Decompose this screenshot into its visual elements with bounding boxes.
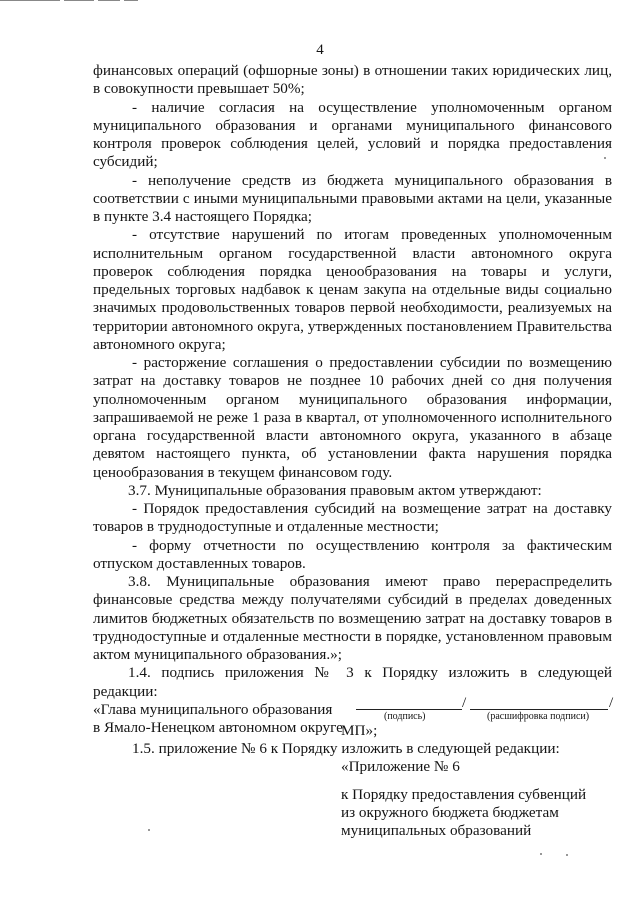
text-line: 1.4. подпись приложения № 3 к Порядку изложить в следующей: [128, 664, 612, 682]
text-line: отпуском доставленных товаров.: [93, 554, 306, 572]
signature-decoding-line: [470, 709, 608, 710]
appendix-title: «Приложение № 6: [341, 758, 460, 775]
text-line: товаров в труднодоступные и отдаленные местности;: [93, 518, 439, 536]
text-line: автономного округа;: [93, 335, 226, 353]
text-line: в совокупности превышает 50%;: [93, 80, 305, 98]
text-line: затрат на доставку товаров не позднее 10 рабочих дней со дня получения: [93, 372, 612, 390]
text-line: финансовых операций (офшорные зоны) в отношении таких юридических лиц,: [93, 62, 612, 79]
text-line: запрашиваемой не реже 1 раза в квартал, от уполномоченного исполнительного: [93, 408, 612, 426]
text-line: - неполучение средств из бюджета муниципального образования в: [132, 171, 612, 189]
text-line: «Глава муниципального образования: [93, 700, 333, 718]
text-line: - отсутствие нарушений по итогам проведенных уполномоченным: [132, 226, 612, 244]
text-line: редакции:: [93, 682, 158, 700]
signature-line: [356, 709, 462, 710]
item-1-5: 1.5. приложение № 6 к Порядку изложить в следующей редакции:: [132, 740, 560, 757]
text-line: труднодоступные и отдаленные местности в порядке, установленном правовым: [93, 627, 612, 645]
text-line: - Порядок предоставления субсидий на возмещение затрат на доставку: [132, 500, 612, 517]
text-line: - наличие согласия на осуществление уполномоченным органом: [132, 98, 612, 116]
signature-decoding-slash: /: [609, 694, 614, 711]
scan-speck: [540, 853, 542, 855]
text-line: в Ямало-Ненецком автономном округе: [93, 719, 343, 736]
signature-slash: /: [462, 694, 467, 711]
text-line: финансовые средства между получателями субсидий в пределах доведенных: [93, 591, 612, 609]
text-line: субсидий;: [93, 153, 158, 171]
page-number: 4: [316, 42, 324, 58]
text-line: муниципального образования и органами муниципального финансового: [93, 116, 612, 134]
text-line: значимых продовольственных товаров первой необходимости, реализуемых на: [93, 299, 612, 317]
text-line: проверок соблюдения порядка ценообразования на товары и услуги,: [93, 262, 612, 280]
scan-speck: [566, 854, 568, 856]
text-line: органа государственной власти автономного округа, указанного в абзаце: [93, 427, 612, 444]
scan-speck: [148, 829, 150, 831]
text-line: - расторжение соглашения о предоставлении субсидии по возмещению: [132, 354, 612, 371]
stamp-mark: МП»;: [341, 722, 378, 739]
appendix-line-3: муниципальных образований: [341, 822, 532, 839]
text-line: исполнительным органом государственной власти автономного округа: [93, 244, 612, 262]
text-line: территории автономного округа, утвержденных постановлением Правительства: [93, 317, 612, 335]
scan-speck: [604, 157, 606, 159]
text-line: контроля проверок соблюдения целей, условий и порядка предоставления: [93, 135, 612, 152]
text-line: 3.7. Муниципальные образования правовым актом утверждают:: [128, 481, 542, 499]
text-line: ценообразования в текущем финансовом году.: [93, 463, 393, 481]
text-line: лимитов бюджетных обязательств по возмещению затрат на доставку товаров в: [93, 609, 612, 627]
text-line: в пункте 3.4 настоящего Порядка;: [93, 208, 312, 225]
appendix-line-1: к Порядку предоставления субвенций: [341, 786, 587, 803]
text-line: - форму отчетности по осуществлению контроля за фактическим: [132, 536, 612, 554]
signature-decoding-caption: (расшифровка подписи): [487, 711, 590, 722]
signature-caption: (подпись): [384, 711, 426, 722]
text-line: предельных торговых надбавок к ценам закупа на отдельные виды социально: [93, 281, 612, 298]
appendix-line-2: из окружного бюджета бюджетам: [341, 804, 559, 821]
text-line: уполномоченным органом муниципального образования информации,: [93, 390, 612, 408]
scan-artifact: [0, 0, 180, 6]
text-line: актом муниципального образования.»;: [93, 646, 342, 663]
text-line: девятом настоящего пункта, об установлении факта нарушения порядка: [93, 445, 612, 463]
text-line: 3.8. Муниципальные образования имеют право перераспределить: [128, 573, 612, 590]
text-line: соответствии с иными муниципальными правовыми актами на цели, указанные: [93, 189, 612, 207]
